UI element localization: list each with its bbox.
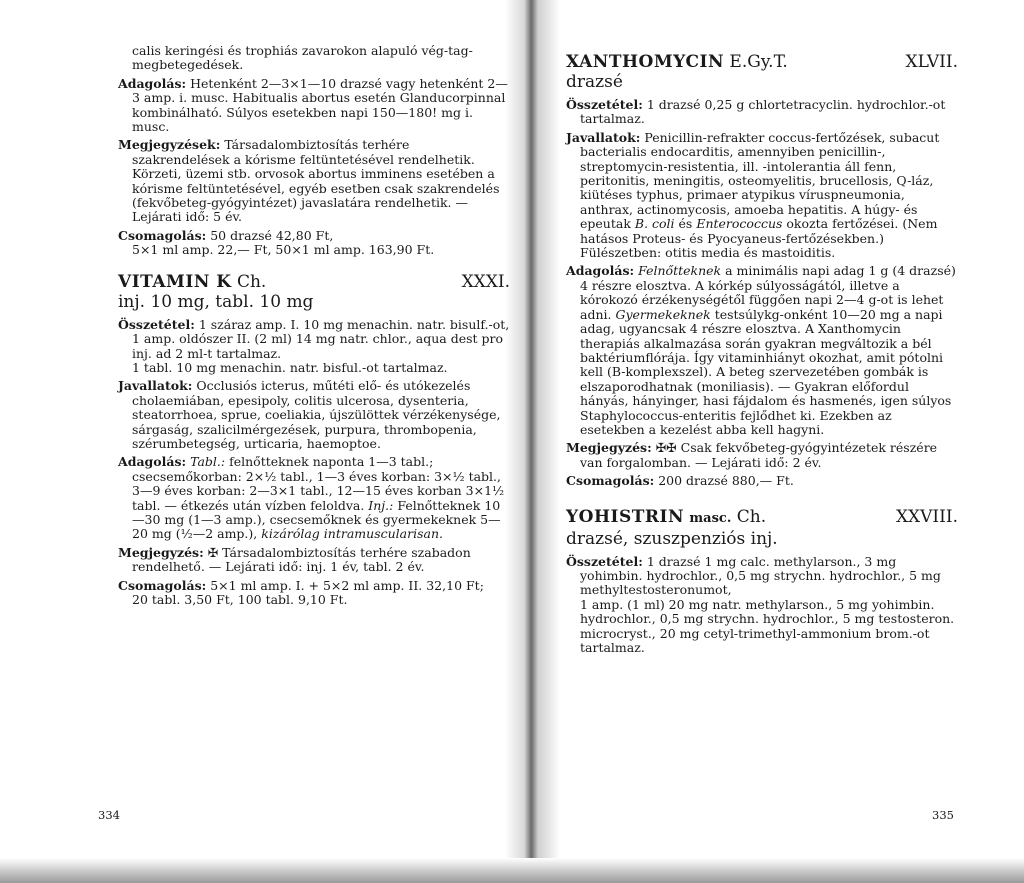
adagolas-italic1: Felnőtteknek	[638, 263, 722, 279]
megjegyzes-text: Csak fekvőbeteg-gyógyintézetek részére van forgalomban. — Lejárati idő: 2 év.	[580, 440, 938, 470]
yohistrin-header	[566, 507, 958, 529]
xanthomycin-osszetetel	[566, 98, 958, 127]
javallatok-text-a: Penicillin-refrakter coccus-fertőzések, subacut bacterialis endocarditis, amennyiben penicillin-, streptomycin-resistentia, ill. -intolerantia áll fenn, peritonitis, meningitis, osteomyelitis, brucellosis, Q-láz, kiütéses typhus, primaer atypikus víruspneumonia, anthrax, actinomycosis, amoeba hepatitis. A húgy- és epeutak	[580, 129, 940, 232]
csomagolas-line1: 50 drazsé 42,80 Ft,	[210, 227, 334, 243]
prev-entry-megjegyzes	[118, 138, 510, 224]
xanthomycin-header	[566, 52, 958, 72]
osszetetel-text: 1 drazsé 0,25 g chlortetracyclin. hydrochlor.-ot tartalmaz.	[580, 97, 946, 127]
vitamin-k-javallatok	[118, 379, 510, 451]
javallatok-italic2: Enterococcus	[696, 216, 783, 232]
osszetetel-label: Összetétel:	[566, 97, 643, 112]
csomagolas-label: Csomagolás:	[566, 473, 655, 489]
page-number-right: 335	[932, 808, 954, 822]
adagolas-inj-note: kizárólag intramuscularisan.	[261, 526, 443, 542]
left-column	[118, 44, 510, 611]
vitamin-k-osszetetel	[118, 318, 510, 376]
osszetetel-line2: 1 amp. (1 ml) 20 mg natr. methylarson., 5 mg yohimbin. hydrochlor., 0,5 mg strychn. hydrochlor., 5 mg testosteron. microcryst., 20 mg cetyl-trimethyl-ammonium brom.-ot tartalmaz.	[580, 596, 955, 655]
megjegyzes-label: Megjegyzés:	[566, 440, 652, 456]
osszetetel-line1: 1 száraz amp. I. 10 mg menachin. natr. bisulf.-ot,	[198, 316, 510, 332]
yohistrin-name: YOHISTRIN	[566, 506, 685, 527]
adagolas-tabl-label: Tabl.:	[190, 454, 226, 470]
vitamin-k-header	[118, 272, 510, 292]
xanthomycin-name: XANTHOMYCIN	[566, 52, 725, 72]
vitamin-k-adagolas	[118, 455, 510, 541]
csomagolas-label: Csomagolás:	[118, 227, 207, 243]
adagolas-inj-label: Inj.:	[368, 497, 394, 513]
osszetetel-label: Összetétel:	[566, 553, 643, 569]
javallatok-text-b: és	[678, 216, 693, 232]
vitamin-k-form: inj. 10 mg, tabl. 10 mg	[118, 291, 314, 312]
osszetetel-line2: 1 amp. oldószer II. (2 ml) 14 mg natr. chlor., aqua dest pro inj. ad 2 ml-t tartalmaz.	[132, 331, 504, 361]
osszetetel-label: Összetétel:	[118, 316, 195, 332]
xanthomycin-megjegyzes	[566, 441, 958, 470]
csomagolas-line2: 20 tabl. 3,50 Ft, 100 tabl. 9,10 Ft.	[132, 592, 348, 607]
prev-entry-adagolas	[118, 77, 510, 135]
javallatok-italic1: B. coli	[634, 216, 675, 232]
prescription-mark-icon: ✠	[207, 544, 219, 560]
javallatok-text-c: okozta fertőzései. (Nem hatásos Proteus- és Pyocyaneus-fertőzésekben.) Fülészetben: otitis media és mastoiditis.	[580, 216, 938, 261]
right-page	[522, 0, 1024, 883]
adagolas-text: Hetenként 2—3×1—10 drazsé vagy hetenként 2—3 amp. i. musc. Habitualis abortus esetén Glanducorpinnal kombinálható. Súlyos esetekben napi 150—180! mg i. musc.	[132, 75, 508, 135]
yohistrin-ch: Ch.	[736, 506, 767, 527]
right-column	[566, 44, 958, 659]
hospital-mark-icon: ✠✠	[655, 440, 677, 456]
vitamin-k-name: VITAMIN K	[118, 271, 232, 292]
megjegyzes-text: Társadalombiztosítás terhére szabadon rendelhető. — Lejárati idő: inj. 1 év, tabl. 2 év.	[132, 544, 471, 575]
csomagolas-line2: 5×1 ml amp. 22,— Ft, 50×1 ml amp. 163,90 Ft.	[132, 242, 435, 258]
vitamin-k-ch: Ch.	[236, 271, 267, 292]
megjegyzes-label: Megjegyzés:	[118, 544, 204, 560]
page-number-left: 334	[98, 808, 120, 822]
adagolas-italic2: Gyermekeknek	[615, 306, 711, 322]
adagolas-inj-text: Felnőtteknek 10—30 mg (1—3 amp.), csecsemőknek és gyermekeknek 5—20 mg (½—2 amp.),	[132, 497, 501, 542]
xanthomycin-csomagolas	[566, 474, 958, 488]
megjegyzes-label: Megjegyzések:	[118, 137, 221, 153]
prev-entry-csomagolas	[118, 229, 510, 258]
adagolas-text-b: testsúlykg-onként 10—20 mg a napi adag, ugyancsak 4 részre elosztva. A Xanthomycin therapiás alkalmazása során gyakran megváltozik a bél baktériumflórája. Így vitaminhiányt okozhat, amit pótolni kell (B-komplexszel). A beteg szervezetében gombák is elszaporodhatnak (moniliasis). — Gyakran előfordul hányás, hányinger, hasi fájdalom és hasmenés, igen súlyos Staphylococcus-enteritis fejlődhet ki. Ezekben az esetekben a kezelést abba kell hagyni.	[580, 306, 952, 437]
javallatok-label: Javallatok:	[566, 129, 641, 145]
javallatok-text: Occlusiós icterus, műtéti elő- és utókezelés cholaemiában, epesipoly, colitis ulcerosa, dysenteria, steatorrhoea, sprue, coeliakia, újszülöttek vérzékenysége, sárgaság, szalicilmérgezések, purpura, thrombopenia, szérumbetegség, urticaria, haemoptoe.	[132, 378, 501, 451]
csomagolas-line1: 5×1 ml amp. I. + 5×2 ml amp. II. 32,10 Ft;	[210, 577, 484, 593]
xanthomycin-form: drazsé	[566, 72, 623, 92]
prev-entry-continuation: calis keringési és trophiás zavarokon alapuló vég-tag-megbetegedések.	[132, 43, 473, 73]
adagolas-label: Adagolás:	[566, 263, 635, 279]
adagolas-text-a: a minimális napi adag 1 g (4 drazsé) 4 részre elosztva. A kórkép súlyosságától, illetve a kórokozó érzékenységétől függően napi 2—4 g-ot is lehet adni.	[580, 263, 956, 322]
javallatok-label: Javallatok:	[118, 378, 193, 394]
xanthomycin-maker: E.Gy.T.	[729, 52, 788, 72]
yohistrin-roman: XXVIII.	[895, 506, 958, 527]
osszetetel-line1: 1 drazsé 1 mg calc. methylarson., 3 mg yohimbin. hydrochlor., 0,5 mg strychn. hydrochlor., 5 mg methyltestosteronumot,	[580, 553, 941, 598]
vitamin-k-megjegyzes	[118, 546, 510, 575]
vitamin-k-roman: XXXI.	[461, 271, 510, 292]
yohistrin-osszetetel	[566, 555, 958, 656]
xanthomycin-roman: XLVII.	[905, 52, 958, 72]
osszetetel-line3: 1 tabl. 10 mg menachin. natr. bisful.-ot tartalmaz.	[132, 359, 448, 375]
xanthomycin-javallatok	[566, 131, 958, 261]
xanthomycin-adagolas	[566, 264, 958, 437]
yohistrin-masc: masc.	[689, 510, 732, 526]
csomagolas-label: Csomagolás:	[118, 577, 207, 593]
adagolas-tabl-text: felnőtteknek naponta 1—3 tabl.; csecsemőkorban: 2×½ tabl., 1—3 éves korban: 3×½ tabl., 3—9 éves korban: 2—3×1 tabl., 12—15 éves korban 3×1½ tabl. — étkezés után vízben feloldva.	[132, 454, 505, 513]
adagolas-label: Adagolás:	[118, 75, 187, 91]
megjegyzes-text: Társadalombiztosítás terhére szakrendelések a kórisme feltüntetésével rendelhetik. Körzeti, üzemi stb. orvosok abortus imminens esetében a kórisme feltüntetésével, egyéb esetben csak szakrendelés (fekvőbeteg-gyógyintézet) javaslatára rendelhetik. — Lejárati idő: 5 év.	[132, 137, 500, 225]
adagolas-label: Adagolás:	[118, 454, 187, 470]
vitamin-k-csomagolas	[118, 579, 510, 608]
yohistrin-form: drazsé, szuszpenziós inj.	[566, 528, 778, 549]
csomagolas-text: 200 drazsé 880,— Ft.	[658, 473, 794, 489]
